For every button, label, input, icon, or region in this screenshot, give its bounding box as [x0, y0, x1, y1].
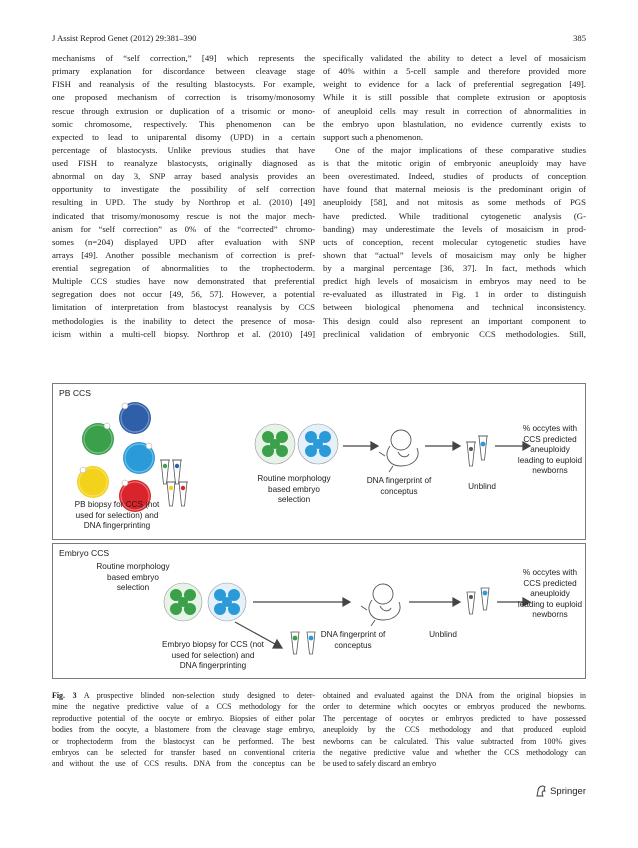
- unblind-tubes: [466, 436, 488, 466]
- text-line: the embryo upon blastulation, no evidence currently exists to: [323, 118, 586, 129]
- text-line: limitation of interpretation from blastocyst reanalysis by CCS: [52, 302, 315, 313]
- pb-result-label: % occytes with CCS predicted aneuploidy leading to euploid newborns: [517, 424, 583, 475]
- pb-biopsy-label: PB biopsy for CCS (not used for selection) and DNA fingerprinting: [74, 500, 160, 530]
- figure-caption-left: [52, 690, 315, 770]
- pb-unblind-label: Unblind: [468, 482, 496, 491]
- text-line: percentage of blastocysts. Unlike previous studies that have: [52, 144, 315, 155]
- embryo-cyan: [298, 424, 338, 464]
- text-line: erential segregation of abnormalities to the trophectoderm.: [52, 263, 315, 273]
- pb-dna-label: DNA fingerprint of conceptus: [366, 476, 432, 496]
- text-line: abnormal on day 3, SNP array based analysis provides an: [52, 171, 315, 182]
- fetus-icon: [361, 584, 400, 626]
- text-line: One of the major implications of these comparative studies: [335, 144, 586, 155]
- caption-line: aneuploidy by the CCS methodology and that produced euploid: [323, 725, 586, 735]
- caption-line: reproductive potential of the oocyte or embryo. Biopsies of either polar: [52, 713, 315, 723]
- text-line: support such a phenomenon.: [323, 131, 424, 142]
- text-line: This design could also represent an important component to: [323, 315, 586, 326]
- pb-morphology-label: Routine morphology based embryo selection: [257, 474, 331, 504]
- embryo-dna-label: DNA fingerprint of conceptus: [320, 630, 386, 650]
- text-line: segregation does not occur [49, 56, 57]. However, a potential: [52, 289, 315, 300]
- text-line: aneuploidy [58], and not mitosis as some methods of PGS: [323, 197, 586, 208]
- text-line: banding) may underestimate the levels of mosaicism in prod-: [323, 223, 586, 234]
- oocyte-blue: [119, 402, 151, 434]
- figure-3: [52, 383, 586, 679]
- text-line: opportunity to investigate the possibility of self correction: [52, 184, 315, 195]
- left-text-column: [52, 52, 315, 341]
- pb-panel-title: PB CCS: [59, 388, 91, 398]
- text-line: somic chromosome, respectively. This phenomenon can be: [52, 118, 315, 129]
- text-line: one proposed mechanism of correction is trisomy/monosomy: [52, 92, 315, 103]
- text-line: have found that maternal meiosis is the predominant origin of: [323, 184, 586, 195]
- embryo-cyan: [208, 583, 246, 621]
- text-line: predict high levels of mosaicism in embryos may need to be: [323, 276, 586, 287]
- text-line: While it is still possible that complete extrusion or apoptosis: [323, 92, 586, 103]
- page-number: 385: [573, 33, 586, 43]
- publisher-name: Springer: [550, 785, 586, 797]
- text-line: rescue through extrusion or duplication of a trisomic or mono-: [52, 105, 315, 116]
- caption-line: and without the use of CCS results. DNA from the conceptus can be: [52, 759, 315, 769]
- oocyte-yellow: [77, 466, 109, 498]
- caption-line: mine the negative predictive value of a CCS methodology for the: [52, 702, 315, 712]
- text-line: have predicted. While traditional cytogenetic analysis (G-: [323, 210, 586, 221]
- text-line: of 40% within a 5-cell sample and therefore provided more: [323, 66, 586, 77]
- caption-line: bodies from the oocyte, a blastomere from the cleavage stage embryo,: [52, 725, 315, 735]
- right-text-column: [323, 52, 586, 341]
- embryo-green: [255, 424, 295, 464]
- text-line: icism within a multi-cell biopsy. Northrop et al. (2010) [49]: [52, 328, 315, 339]
- figure-caption-right: [323, 690, 586, 770]
- springer-horse-icon: [535, 785, 547, 797]
- publisher-logo: [535, 785, 586, 797]
- text-line: is that the mitotic origin of embryonic aneuploidy may have: [323, 158, 586, 168]
- embryo-morphology-label: Routine morphology based embryo selection: [96, 562, 170, 592]
- text-line: weight to evidence for a lack of preferential segregation [49].: [323, 79, 586, 90]
- embryo-result-label: % occytes with CCS predicted aneuploidy leading to euploid newborns: [517, 568, 583, 619]
- caption-line: The percentage of oocytes or embryos predicted to have possessed: [323, 713, 586, 723]
- paragraph-2: [323, 144, 586, 341]
- caption-line: order to determine which oocytes or embryos produced the newborns.: [323, 702, 586, 712]
- text-line: of aneuploid cells may result in correction of abnormalities in: [323, 105, 586, 116]
- text-line: Multiple CCS studies have now demonstrated that preferential: [52, 276, 315, 287]
- unblind-tubes: [467, 588, 489, 614]
- pb-ccs-panel: [52, 383, 586, 540]
- text-line: FISH and reanalysis of the resulting blastocysts. For example,: [52, 79, 315, 90]
- embryo-unblind-label: Unblind: [429, 630, 457, 639]
- text-line: indicated that trisomy/monosomy rescue is not the major mech-: [52, 210, 315, 221]
- embryo-panel-title: Embryo CCS: [59, 548, 110, 558]
- text-line: preclinical validation of embryonic CCS methodologies. Still,: [323, 328, 586, 339]
- caption-line: obtained and evaluated against the DNA from the original biopsies in: [323, 691, 586, 700]
- running-header-journal: J Assist Reprod Genet (2012) 29:381–390: [52, 33, 197, 43]
- text-line: shown that “actual” levels of mosaicism may only be higher: [323, 249, 586, 260]
- text-line: used FISH to reanalyze blastocysts, originally diagnosed as: [52, 158, 315, 168]
- oocyte-green: [82, 423, 114, 455]
- embryo-ccs-panel: [52, 543, 586, 679]
- text-line: primary explanation for discordance between cleavage stage: [52, 66, 315, 77]
- text-line: between biological phenomena and technical inconsistency.: [323, 302, 586, 313]
- caption-line: newborns can be calculated. This value subtracted from 100% gives: [323, 736, 586, 746]
- embryo-biopsy-label: Embryo biopsy for CCS (not used for selection) and DNA fingerprinting: [162, 640, 264, 670]
- text-line: methodologies is the inability to detect the presence of mosa-: [52, 315, 315, 326]
- text-line: anism for “self correction” as 0% of the “corrected” chromo-: [52, 223, 315, 234]
- figure-label: Fig. 3: [52, 691, 77, 700]
- text-line: resulting in UPD. The study by Northrop et al. (2010) [49]: [52, 197, 315, 208]
- caption-line: be used to safely discard an embryo: [323, 759, 437, 769]
- flow-arrows: [343, 442, 530, 450]
- fetus-icon: [379, 430, 418, 472]
- paragraph-1: [323, 52, 586, 144]
- text-line: expected to lead to uniparental disomy (UPD) in a certain: [52, 131, 315, 142]
- text-line: ucts of conception, recent molecular cytogenetic studies have: [323, 236, 586, 247]
- text-line: re-evaluated as illustrated in Fig. 1 in order to distinguish: [323, 289, 586, 300]
- caption-line: the negative predictive value and whether the CCS methodology can: [323, 748, 586, 758]
- text-line: arrays [49]. Another possible mechanism of correction is pref-: [52, 249, 315, 260]
- oocyte-cyan: [123, 442, 155, 474]
- text-line: somes (n=204) displayed UPD after evaluation with SNP: [52, 236, 315, 247]
- text-line: by a marginal percentage [36, 37]. In fact, methods which: [323, 263, 586, 273]
- caption-line: or trophectoderm from the blastocyst can be performed. The best: [52, 736, 315, 746]
- text-line: been overestimated. Indeed, studies of products of conception: [323, 171, 586, 182]
- text-line: specifically validated the ability to detect a level of mosaicism: [323, 53, 586, 63]
- caption-line: Fig. 3 A prospective blinded non-selection study designed to deter-: [52, 691, 315, 700]
- text-line: mechanisms of “self correction,” [49] which represents the: [52, 53, 315, 63]
- caption-line: embryos can be selected for transfer based on conventional criteria: [52, 748, 315, 758]
